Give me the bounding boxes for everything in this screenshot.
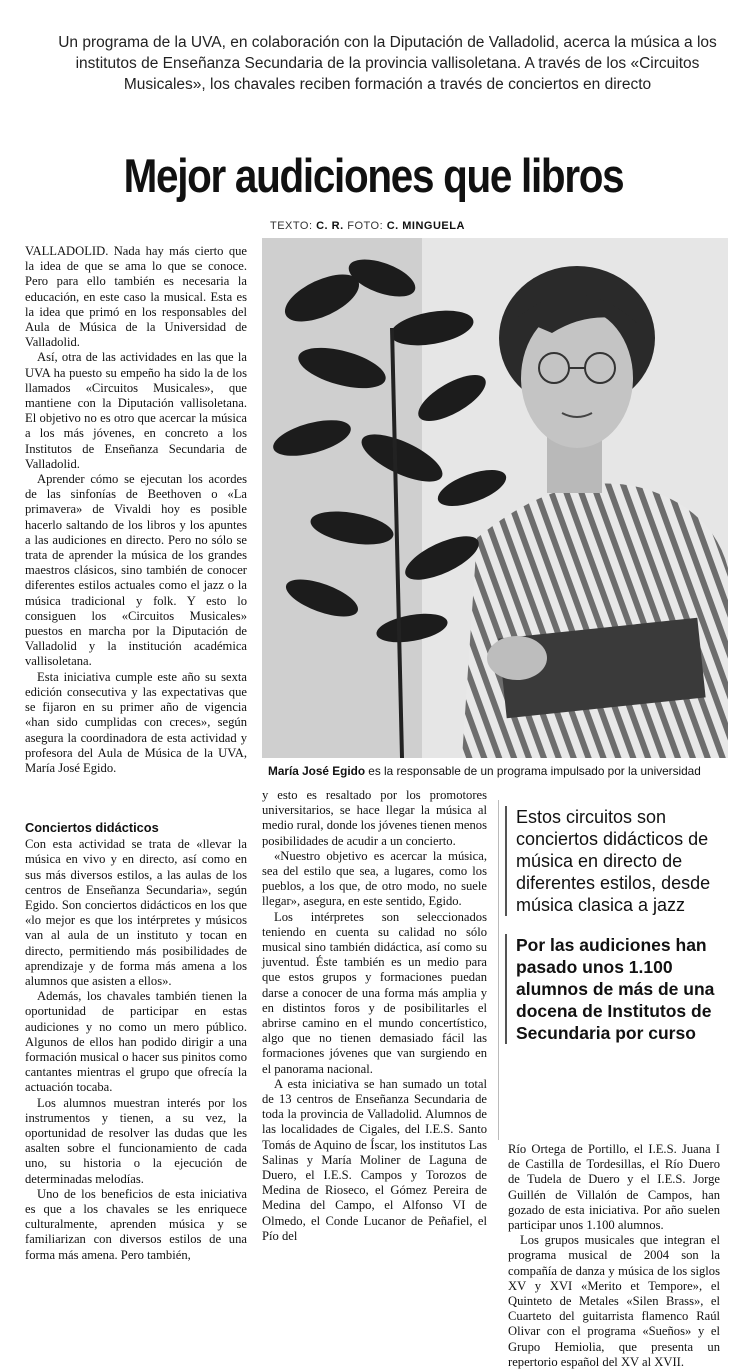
column-1-lower: [25, 810, 247, 1263]
paragraph: Esta iniciativa cumple este año su sexta edición consecutiva y las expectativas que se fijaron en su primer año de vigencia «han sido cumplidas con creces», según asegura la coordinadora de esta actividad y profesora del Aula de Música de la UVA, María José Egido.: [25, 669, 247, 775]
caption-name: María José Egido: [268, 764, 366, 778]
pull-quote: Por las audiciones han pasado unos 1.100 alumnos de más de una docena de Institutos de Secundaria por curso: [505, 934, 731, 1044]
subhead: Conciertos didácticos: [25, 820, 159, 835]
pull-quote: Estos circuitos son conciertos didácticos de música en directo de diferentes estilos, desde música clasica a jazz: [505, 806, 731, 916]
paragraph: Río Ortega de Portillo, el I.E.S. Juana I de Castilla de Tordesillas, el Río Duero de Tudela de Duero y el I.E.S. Jorge Guillén de Villalón de Campos, han gozado de esta iniciativa. Por año suelen participar unos 1.100 alumnos.: [508, 1142, 720, 1233]
credits: [270, 220, 465, 232]
paragraph: Además, los chavales también tienen la oportunidad de participar en estas audiciones y no como un mero público. Algunos de ellos han podido dirigir a una formación musical o hacer sus pinitos como cantantes mientras el grupo que ofrecía la actuación tocaba.: [25, 989, 247, 1095]
credit-photo-label: FOTO:: [347, 220, 384, 232]
column-1: [25, 244, 247, 776]
headline: Mejor audiciones que libros: [123, 149, 624, 202]
paragraph: Los grupos musicales que integran el programa musical de 2004 son la compañía de danza y música de los siglos XV y XVI «Merito et Tempore», el Quinteto de Metales «Silen Brass», el Cuarteto del guitarrista flamenco Raúl Olivar con el programa «Sueños» y el Grupo Hemiolia, que presenta un repertorio español del XV al XVII.: [508, 1233, 720, 1369]
credit-text-author: C. R.: [316, 220, 344, 232]
paragraph: A esta iniciativa se han sumado un total de 13 centros de Enseñanza Secundaria de toda la provincia de Valladolid. Alumnos de las localidades de Cigales, del I.E.S. Santo Tomás de Aquino de Íscar, los institutos Las Salinas y María Moliner de Laguna de Duero, el I.E.S. Campos y Torozos de Medina de Rioseco, el Gómez Pereira de Medina del Campo, el Alfonso VI de Olmedo, el Conde Lucanor de Peñafiel, el Pío del: [262, 1076, 487, 1243]
paragraph: Aprender cómo se ejecutan los acordes de las sinfonías de Beethoven o «La primavera» de Vivaldi hoy es posible hacerlo saltando de los libros y los apuntes a las audiciones en directo. Pero no sólo se trata de aprender la música de los grandes maestros clásicos, sino también de conocer diferentes estilos actuales como el jazz o la música tradicional y folk. Y esto lo consiguen los «Circuitos Musicales» puestos en marcha por la Diputación de Valladolid y la institución académica vallisoletana.: [25, 472, 247, 669]
paragraph: Los alumnos muestran interés por los instrumentos y tienen, a su vez, la oportunidad de resolver las dudas que les asalten sobre el funcionamiento de cada uno, su historia o la ejecución de determinadas melodías.: [25, 1095, 247, 1186]
paragraph: Con esta actividad se trata de «llevar la música en vivo y en directo, así como en sus más diversos estilos, a las aulas de los centros de Enseñanza Secundaria», según Egido. Son conciertos didácticos en los que «lo mejor es que los intérpretes y músicos van al aula de un instituto y tocan en directo, permitiendo más posibilidades de aprendizaje y de forma más amena a los alumnos que asisten a ellos».: [25, 837, 247, 989]
column-2: [262, 788, 487, 1244]
paragraph: «Nuestro objetivo es acercar la música, sea del estilo que sea, a lugares, como los pueblos, a los que, de otro modo, no suele llegar», asegura, en este sentido, Egido.: [262, 848, 487, 909]
photo: [262, 238, 728, 758]
standfirst: Un programa de la UVA, en colaboración con la Diputación de Valladolid, acerca la música a los institutos de Enseñanza Secundaria de la provincia vallisoletana. A través de los «Circuitos Musicales», los chavales reciben formación a través de conciertos en directo: [58, 34, 717, 93]
column-3: [508, 1142, 720, 1370]
credit-photo-author: C. MINGUELA: [386, 220, 465, 232]
photo-illustration: [262, 238, 728, 758]
paragraph: Los intérpretes son seleccionados teniendo en cuenta su calidad no sólo musical sino también didáctica, así como su juventud. Éste también es un medio para que estos grupos y formaciones puedan darse a conocer de una forma más amplia y en distintos foros y de posibilitarles el abrirse camino en el mundo concertístico, algo que no tienen demasiado fácil las formaciones jóvenes que van surgiendo en el panorama nacional.: [262, 909, 487, 1076]
credit-text-label: TEXTO:: [270, 220, 313, 232]
paragraph: VALLADOLID. Nada hay más cierto que la idea de que se ama lo que se conoce. Pero para ello también es necesaria la educación, en este caso la musical. Esta es la idea que primó en los responsables del Aula de Música de la Universidad de Valladolid.: [25, 244, 247, 350]
caption-text: es la responsable de un programa impulsado por la universidad: [365, 764, 701, 778]
paragraph: Uno de los beneficios de esta iniciativa es que a los chavales se les enriquece culturalmente, aprenden música y se familiarizan con diversos estilos de una forma más amena. Pero también,: [25, 1186, 247, 1262]
column-divider: [498, 800, 499, 1140]
paragraph: y esto es resaltado por los promotores universitarios, se hace llegar la música al medio rural, donde los jóvenes tienen menos posibilidades de acudir a un concierto.: [262, 788, 487, 848]
paragraph: Así, otra de las actividades en las que la UVA ha puesto su empeño ha sido la de los llamados «Circuitos Musicales», que mantiene con la Diputación vallisoletana. El objetivo no es otro que acercar la música a los más jóvenes, en concreto a los Institutos de Enseñanza Secundaria de Valladolid.: [25, 350, 247, 471]
photo-caption: [268, 764, 733, 778]
